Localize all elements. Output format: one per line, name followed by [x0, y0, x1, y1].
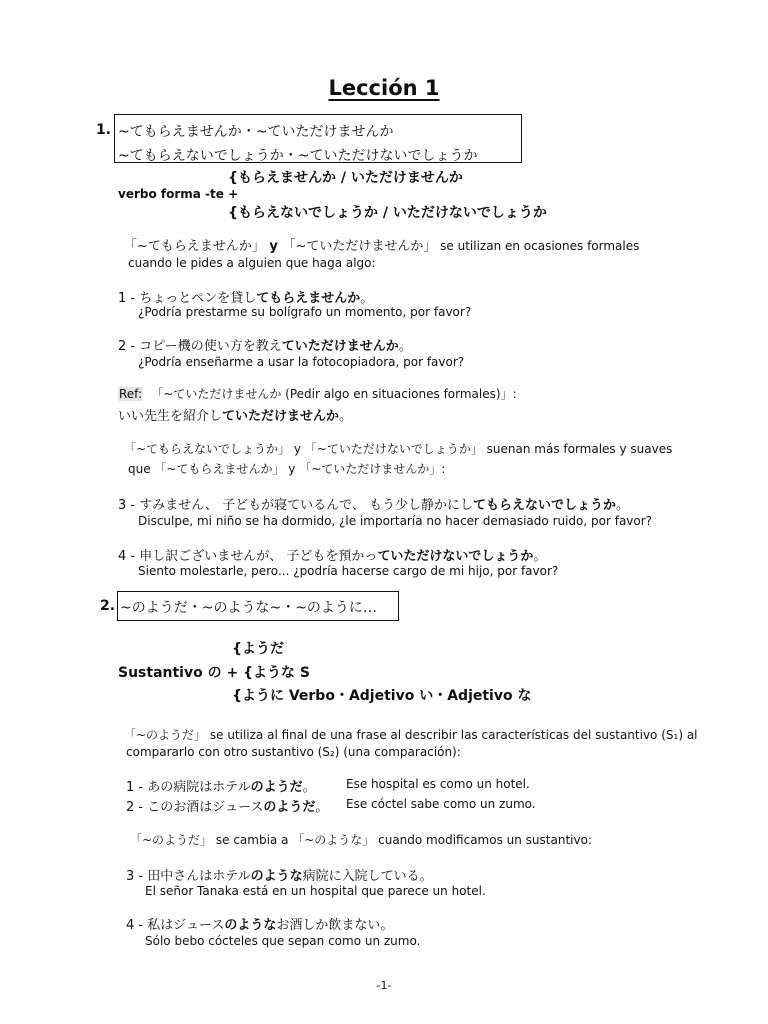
- s1-ex3-part-1: 3 - すみません、 子どもが寝ているんで、 もう少し静かにし: [118, 498, 474, 513]
- s2-ex2-part-2: のようだ: [263, 800, 316, 815]
- ref-label: Ref:: [119, 387, 143, 401]
- s1-example-2: [118, 335, 412, 354]
- s1-explanation-2b: que 「~てもらえませんか」 y 「~ていただけませんか」:: [128, 462, 446, 476]
- s1-example-4: [118, 545, 546, 564]
- formula-line-3: {ように Verbo・Adjetivo い・Adjetivo な: [232, 688, 532, 704]
- section-1-heading-line-1: ~てもらえませんか・~ていただけませんか: [118, 124, 394, 140]
- s2-ex2-part-1: 2 - このお酒はジュース: [126, 800, 264, 815]
- s1-ex1-part-3: 。: [360, 291, 374, 306]
- s1-explanation-1b: cuando le pides a alguien que haga algo:: [128, 256, 376, 270]
- s1-refex-part-3: 。: [339, 409, 353, 424]
- s2-ex4-part-1: 4 - 私はジュース: [126, 918, 225, 933]
- s2-example-2-translation: Ese cóctel sabe como un zumo.: [346, 797, 536, 811]
- s1-ex1-part-2: てもらえませんか: [256, 291, 361, 306]
- s1-example-4-translation: Siento molestarle, pero... ¿podría hacerse cargo de mi hijo, por favor?: [138, 564, 559, 578]
- page-number: -1-: [376, 979, 392, 992]
- formula-line-2: [118, 662, 310, 682]
- s2-ex3-part-2: のような: [250, 869, 303, 884]
- s1-example-1-translation: ¿Podría prestarme su bolígrafo un momento, por favor?: [138, 305, 472, 319]
- s1-ex3-part-3: 。: [616, 498, 630, 513]
- s2-example-2: [126, 796, 328, 815]
- s2-example-3-translation: El señor Tanaka está en un hospital que parece un hotel.: [145, 884, 486, 898]
- verb-form-label: verbo forma -te +: [118, 187, 239, 201]
- s2-ex1-part-1: 1 - あの病院はホテル: [126, 780, 251, 795]
- section-2-number: 2.: [100, 598, 116, 614]
- s2-explanation-2: 「~のようだ」 se cambia a 「~のような」 cuando modificamos un sustantivo:: [130, 833, 592, 847]
- s1-reference: [118, 385, 517, 402]
- s1-ex2-part-2: ていただけませんか: [281, 339, 399, 354]
- s1-reference-example: [118, 405, 352, 424]
- s1-ex4-part-1: 4 - 申し訳ございませんが、 子どもを預かっ: [118, 549, 378, 564]
- page-title: Lección 1: [328, 76, 440, 100]
- s2-example-1-translation: Ese hospital es como un hotel.: [346, 777, 530, 791]
- s2-ex4-part-2: のような: [224, 918, 277, 933]
- s1-example-3-translation: Disculpe, mi niño se ha dormido, ¿le importaría no hacer demasiado ruido, por favor?: [138, 514, 653, 528]
- section-2-heading: ~のようだ・~のような~・~のように…: [120, 600, 377, 616]
- s1-exp1-part-3: 「~ていただけませんか」: [282, 239, 437, 254]
- conjugation-brace-1: {もらえませんか / いただけませんか: [228, 170, 463, 186]
- s2-ex1-part-2: のようだ: [250, 780, 303, 795]
- formula-noun-prefix: Sustantivo の +: [118, 665, 244, 681]
- s1-ex4-part-3: 。: [533, 549, 547, 564]
- s1-explanation-1: [124, 235, 639, 254]
- s1-exp1-part-4: se utilizan en ocasiones formales: [436, 239, 640, 253]
- formula-you-na: {ような S: [243, 665, 311, 681]
- s1-ex2-part-1: 2 - コピー機の使い方を教え: [118, 339, 282, 354]
- section-1-number: 1.: [96, 122, 112, 138]
- s2-ex1-part-3: 。: [302, 780, 316, 795]
- s1-ex1-part-1: 1 - ちょっとペンを貸し: [118, 291, 257, 306]
- conjugation-brace-2: {もらえないでしょうか / いただけないでしょうか: [228, 205, 547, 221]
- s2-example-3: [126, 865, 433, 884]
- s2-example-4-translation: Sólo bebo cócteles que sepan como un zumo.: [145, 934, 421, 948]
- section-1-heading-line-2: ~てもらえないでしょうか・~ていただけないでしょうか: [118, 148, 478, 164]
- s1-refex-part-1: いい先生を紹介し: [118, 409, 223, 424]
- s2-ex2-part-3: 。: [315, 800, 329, 815]
- s1-example-1: [118, 287, 373, 306]
- s1-exp1-part-1: 「~てもらえませんか」: [124, 239, 265, 254]
- s1-explanation-2: 「~てもらえないでしょうか」 y 「~ていただけないでしょうか」 suenan más formales y suaves: [124, 442, 673, 456]
- s1-example-3: [118, 494, 629, 513]
- s2-ex4-part-3: お酒しか飲まない。: [276, 918, 394, 933]
- s2-explanation-1: 「~のようだ」 se utiliza al final de una frase al describir las características del sustantivo (S₁) al: [124, 728, 698, 742]
- s1-refex-part-2: ていただけませんか: [222, 409, 340, 424]
- s1-ex3-part-2: てもらえないでしょうか: [473, 498, 617, 513]
- ref-text: 「~ていただけませんか (Pedir algo en situaciones formales)」:: [151, 387, 517, 401]
- s2-example-1: [126, 776, 316, 795]
- s2-ex3-part-1: 3 - 田中さんはホテル: [126, 869, 251, 884]
- s2-example-4: [126, 914, 393, 933]
- s2-ex3-part-3: 病院に入院している。: [302, 869, 433, 884]
- s1-example-2-translation: ¿Podría enseñarme a usar la fotocopiadora, por favor?: [138, 355, 465, 369]
- formula-line-1: {ようだ: [232, 641, 284, 657]
- s2-explanation-1b: compararlo con otro sustantivo (S₂) (una comparación):: [126, 745, 461, 759]
- s1-exp1-part-2: y: [264, 239, 283, 254]
- s1-ex4-part-2: ていただけないでしょうか: [377, 549, 534, 564]
- s1-ex2-part-3: 。: [398, 339, 412, 354]
